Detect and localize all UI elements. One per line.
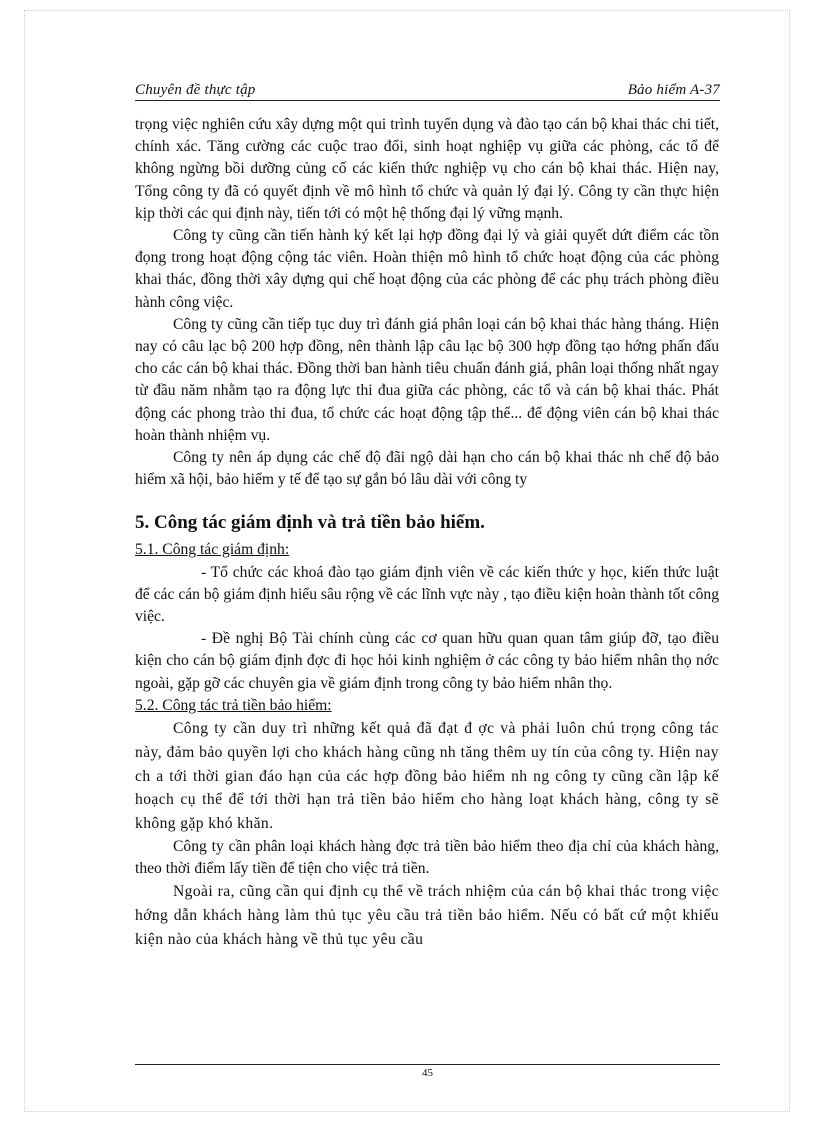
page-number: 45 — [422, 1067, 433, 1079]
section-title: 5. Công tác giám định và trả tiền bảo hiểm. — [135, 512, 485, 534]
page-header — [135, 82, 720, 101]
paragraph: Công ty cần duy trì những kết quả đã đạt đ ợc và phải luôn chú trọng công tác này, đảm bảo quyền lợi cho khách hàng cũng nh tăng thêm uy tín của công ty. Hiện nay ch a tới thời gian đáo hạn của các hợp đồng bảo hiểm nh ng công ty cũng cần lập kế hoạch cụ thể để tới thời hạn trả tiền bảo hiểm cho hàng loạt khách hàng, công ty sẽ không gặp khó khăn. — [135, 720, 719, 833]
list-item: - Đề nghị Bộ Tài chính cùng các cơ quan hữu quan quan tâm giúp đỡ, tạo điều kiện cho cán bộ giám định đợc đi học hỏi kinh nghiệm ở các công ty bảo hiểm nhân thọ nớc ngoài, gặp gỡ các chuyên gia về giám định trong công ty bảo hiểm nhân thọ. — [135, 630, 719, 692]
paragraph: trọng việc nghiên cứu xây dựng một qui trình tuyển dụng và đào tạo cán bộ khai thác chi tiết, chính xác. Tăng cường các cuộc trao đổi, sinh hoạt nghiệp vụ giữa các phòng, các tổ để không ngừng bồi dưỡng củng cố các kiến thức nghiệp vụ cho cán bộ khai thác. Hiện nay, Tổng công ty đã có quyết định về mô hình tổ chức và quản lý đại lý. Công ty cần thực hiện kịp thời các qui định này, tiến tới có một hệ thống đại lý vững mạnh. — [135, 116, 719, 222]
footer-rule — [135, 1064, 720, 1065]
list-item: - Tổ chức các khoá đào tạo giám định viên về các kiến thức y học, kiến thức luật để các cán bộ giám định hiểu sâu rộng về các lĩnh vực này , tạo điều kiện hoàn thành tốt công việc. — [135, 563, 719, 626]
paragraph: Công ty cũng cần tiến hành ký kết lại hợp đồng đại lý và giải quyết dứt điểm các tồn đọng trong hoạt động cộng tác viên. Hoàn thiện mô hình tổ chức hoạt động của các phòng khai thác, đồng thời xây dựng qui chế hoạt động của các phòng để các phụ trách phòng điều hành công việc. — [135, 227, 719, 311]
subsection-heading: 5.1. Công tác giám định: — [135, 541, 290, 559]
paragraph: Công ty nên áp dụng các chế độ đãi ngộ dài hạn cho cán bộ khai thác nh chế độ bảo hiểm xã hội, bảo hiểm y tế để tạo sự gắn bó lâu dài với công ty — [135, 449, 719, 489]
subsection-heading: 5.2. Công tác trả tiền bảo hiểm: — [135, 696, 332, 714]
header-right: Bảo hiểm A-37 — [627, 82, 720, 98]
paragraph: Công ty cũng cần tiếp tục duy trì đánh giá phân loại cán bộ khai thác hàng tháng. Hiện nay có câu lạc bộ 200 hợp đồng, nên thành lập câu lạc bộ 300 hợp đồng tạo hớng phấn đấu cho các cán bộ khai thác. Đồng thời ban hành tiêu chuẩn đánh giá, phân loại thống nhất ngay từ đầu năm nhằm tạo ra động lực thi đua giữa các phòng, các tổ và cán bộ khai thác. Phát động các phong trào thi đua, tổ chức các hoạt động tập thể... để động viên cán bộ khai thác hoàn thành nhiệm vụ. — [135, 315, 719, 444]
document-body — [135, 114, 719, 952]
paragraph: Ngoài ra, cũng cần qui định cụ thể về trách nhiệm của cán bộ khai thác trong việc hớng dẫn khách hàng làm thủ tục yêu cầu trả tiền bảo hiểm. Nếu có bất cứ một khiếu kiện nào của khách hàng về thủ tục yêu cầu — [135, 883, 719, 949]
paragraph: Công ty cần phân loại khách hàng đợc trả tiền bảo hiểm theo địa chỉ của khách hàng, theo thời điểm lấy tiền để tiện cho việc trả tiền. — [135, 838, 719, 878]
header-left: Chuyên đề thực tập — [135, 82, 256, 98]
